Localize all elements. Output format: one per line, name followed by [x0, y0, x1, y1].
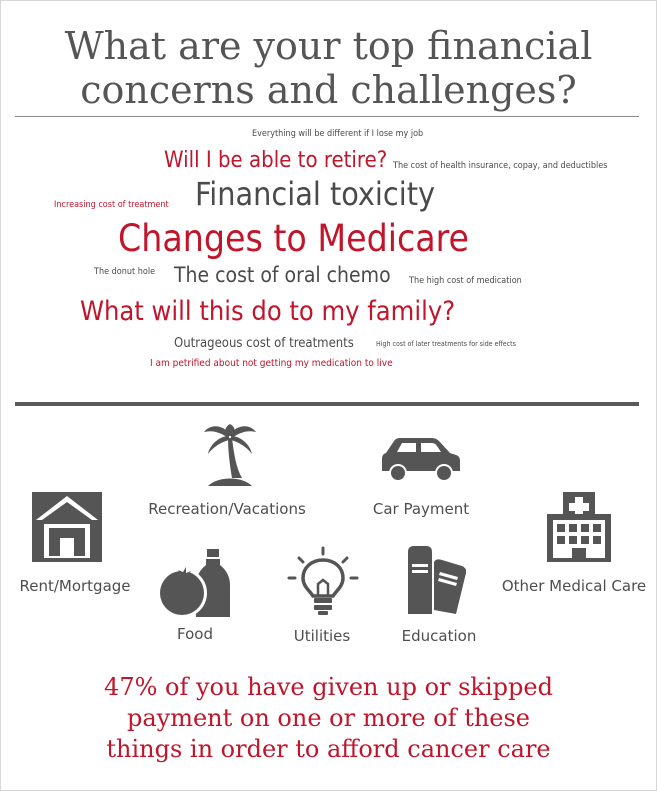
label-recreation-vacations: Recreation/Vacations	[148, 500, 306, 518]
label-utilities: Utilities	[293, 627, 351, 645]
hospital-icon	[543, 490, 617, 564]
food-icon	[158, 547, 234, 619]
word-donut-hole: The donut hole	[94, 267, 156, 277]
word-later-treatments: High cost of later treatments for side effects	[376, 340, 516, 348]
word-high-cost-medication: The high cost of medication	[409, 276, 522, 286]
word-health-insurance: The cost of health insurance, copay, and deductibles	[393, 161, 608, 171]
label-rent-mortgage: Rent/Mortgage	[19, 577, 131, 595]
label-food: Food	[177, 625, 213, 643]
label-education: Education	[401, 627, 477, 645]
car-icon	[380, 437, 462, 483]
section-divider	[15, 402, 639, 406]
footer-line-2: payment on one or more of these	[126, 704, 531, 732]
word-medicare: Changes to Medicare	[118, 217, 470, 260]
word-petrified: I am petrified about not getting my medication to live	[150, 358, 393, 369]
word-oral-chemo: The cost of oral chemo	[174, 263, 391, 287]
footer-statement	[0, 672, 657, 765]
label-car-payment: Car Payment	[372, 500, 470, 518]
title-line-1: What are your top financial	[64, 24, 593, 68]
books-icon	[404, 544, 470, 616]
title-line-2: concerns and challenges?	[80, 68, 577, 112]
word-financial-toxicity: Financial toxicity	[195, 175, 436, 213]
word-retire: Will I be able to retire?	[164, 148, 388, 173]
label-other-medical-care: Other Medical Care	[501, 577, 647, 595]
word-lose-job: Everything will be different if I lose my job	[252, 129, 424, 139]
footer-line-3: things in order to afford cancer care	[106, 735, 551, 763]
word-outrageous-cost: Outrageous cost of treatments	[174, 336, 354, 351]
light-bulb-icon	[287, 546, 359, 616]
word-increasing-cost: Increasing cost of treatment	[54, 200, 169, 210]
house-icon	[30, 490, 104, 564]
palm-tree-icon	[202, 420, 258, 490]
word-family: What will this do to my family?	[80, 296, 456, 327]
footer-line-1: 47% of you have given up or skipped	[104, 673, 553, 701]
title-divider	[15, 116, 639, 117]
